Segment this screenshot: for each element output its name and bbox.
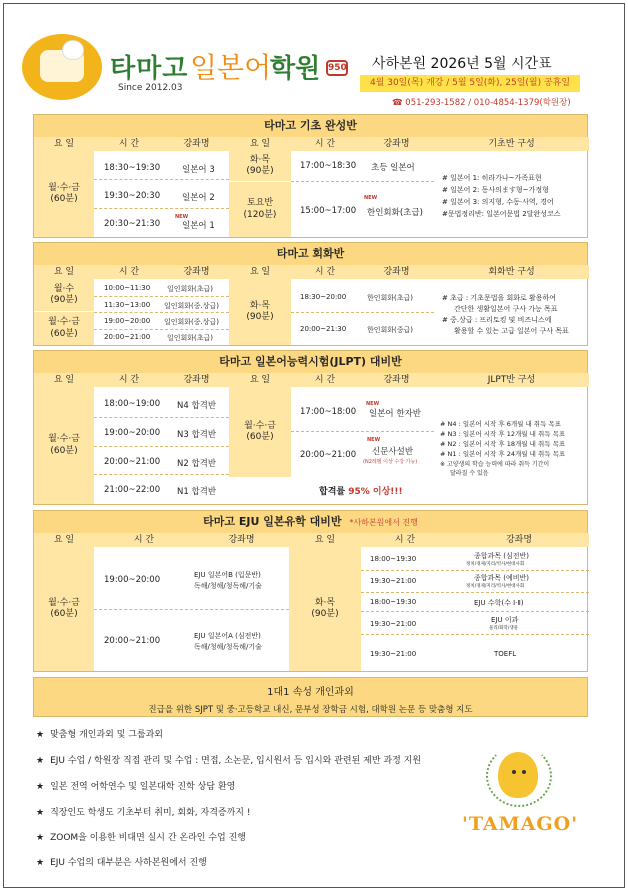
- header-desc: JLPT반 구성: [434, 373, 589, 387]
- since-label: Since 2012.03: [118, 83, 183, 93]
- course-note: (N2레벨 이상 수강 가능): [363, 459, 418, 465]
- header-time: 시 간: [94, 137, 164, 151]
- holiday-banner: 4월 30일(목) 개강 / 5월 5일(화), 25일(월) 공휴일: [360, 75, 580, 92]
- time-cell: 20:00~21:00: [104, 636, 161, 646]
- bullet-item: [36, 727, 163, 740]
- section-note: *사하본원에서 진행: [349, 518, 418, 527]
- day-cell: [229, 387, 291, 477]
- course-cell: N2 합격반: [177, 459, 217, 469]
- time-cell: 18:00~19:30: [370, 555, 417, 563]
- private-lesson-banner: [33, 677, 588, 717]
- star-icon: ★: [36, 808, 45, 818]
- course-cell: EJU 수학(수 Ⅰ·Ⅱ): [474, 599, 524, 607]
- course-cell: 일본어 한자반: [369, 409, 421, 419]
- bullet-text: 직장인도 학생도 기초부터 취미, 회화, 자격증까지 !: [50, 808, 251, 818]
- day-label: 화·목 (90분): [311, 597, 339, 619]
- day-cell: [229, 182, 291, 237]
- star-icon: ★: [36, 858, 45, 868]
- bullet-text: EJU 수업의 대부분은 사하본원에서 진행: [50, 858, 207, 868]
- course-cell: 한인회화(초급): [367, 294, 414, 302]
- header-day: 요 일: [34, 265, 94, 279]
- private-title: 1대1 속성 개인과외: [267, 687, 354, 698]
- time-cell: 20:00~21:00: [300, 450, 357, 460]
- course-sub: 물리/화학/생물: [489, 626, 519, 631]
- phone-info: ☎ 051-293-1582 / 010-4854-1379(학원장): [392, 98, 571, 108]
- pass-value: 95% 이상!!!: [348, 487, 403, 497]
- course-cell: 종합과목 (심전반): [474, 552, 530, 560]
- row-divider: [94, 179, 229, 180]
- desc-line: # 일본어 3: 의지형, 수동·사역, 경어: [442, 198, 554, 206]
- desc-line: # 일본어 2: 동사의ます형~가정형: [442, 186, 549, 194]
- row-divider: [94, 446, 229, 447]
- course-cell: 일본어 3: [182, 165, 215, 175]
- header-course2: 강좌명: [359, 373, 434, 387]
- course-sub: 독해/청해/청독해/기술: [194, 582, 262, 590]
- section-title: 타마고 기초 완성반: [34, 115, 587, 137]
- course-cell: 신문사설반: [372, 447, 414, 457]
- desc-line: # N3 : 일본어 시작 후 12개월 내 취득 목표: [440, 430, 566, 438]
- course-sub: 정치/경제/지리/역사/현대사회: [466, 584, 525, 589]
- header-time2: 시 간: [291, 265, 359, 279]
- section-title: 타마고 회화반: [34, 243, 587, 265]
- time-cell: 15:00~17:00: [300, 206, 357, 216]
- chick-eye: [522, 770, 526, 774]
- desc-line: 달라질 수 있음: [450, 470, 489, 477]
- row-divider: [361, 634, 589, 635]
- bullet-item: [36, 753, 421, 766]
- desc-line: 간단한 생활일본어 구사 가능 목표: [454, 305, 558, 313]
- basic-section: [33, 114, 588, 238]
- new-badge: NEW: [366, 401, 380, 407]
- course-sub: 독해/청해/청독해/기술: [194, 643, 262, 651]
- time-cell: 18:30~19:30: [104, 163, 161, 173]
- row-divider: [94, 474, 229, 475]
- bullet-item: [36, 779, 235, 792]
- course-cell: EJU 이과: [491, 616, 519, 624]
- brand-japanese: 일본어: [190, 51, 272, 84]
- header-day: 요 일: [34, 373, 94, 387]
- bullet-text: ZOOM을 이용한 비대면 실시 간 온라인 수업 진행: [50, 833, 247, 843]
- header-time2: 시 간: [361, 533, 449, 547]
- brand-academy: 학원: [270, 54, 321, 84]
- course-cell: N3 합격반: [177, 430, 217, 440]
- star-icon: ★: [36, 833, 45, 843]
- day-label: 월·수·금 (60분): [48, 434, 80, 456]
- day-label: 화·목 (90분): [246, 300, 274, 322]
- day-cell: [34, 151, 94, 237]
- row-divider: [291, 431, 434, 432]
- day-cell: [34, 312, 94, 345]
- header-time: 시 간: [94, 373, 164, 387]
- header-day2: 요 일: [229, 265, 291, 279]
- private-desc: 진급을 위한 SJPT 및 중·고등학교 내신, 문부성 장학금 시험, 대학원 논문 등 맞춤형 지도: [148, 705, 473, 715]
- brand-name: [110, 48, 188, 85]
- header-course2: 강좌명: [359, 265, 434, 279]
- header-desc: 회화반 구성: [434, 265, 589, 279]
- desc-line: #문법정리반: 일본어문법 2달완성코스: [442, 210, 561, 218]
- section-title: [34, 511, 587, 533]
- day-label: 월·수 (90분): [50, 283, 78, 305]
- time-cell: 19:30~21:00: [370, 577, 417, 585]
- desc-line: # N1 : 일본어 시작 후 24개월 내 취득 목표: [440, 450, 566, 458]
- bullet-item: [36, 830, 246, 843]
- time-cell: 19:00~20:00: [104, 428, 161, 438]
- pass-rate: [319, 484, 403, 497]
- time-cell: 19:00~20:00: [104, 317, 151, 325]
- day-cell: [34, 547, 94, 671]
- time-cell: 18:30~20:00: [300, 293, 347, 301]
- course-cell: 일본어 2: [182, 193, 215, 203]
- desc-line: 활용할 수 있는 고급 일본어 구사 목표: [454, 327, 569, 335]
- time-cell: 19:30~21:00: [370, 620, 417, 628]
- time-cell: 20:30~21:30: [104, 219, 161, 229]
- new-badge: NEW: [364, 195, 378, 201]
- desc-line: # 중.상급 : 프리토킹 및 비즈니스에: [442, 316, 552, 324]
- time-cell: 20:00~21:00: [104, 333, 151, 341]
- course-cell: N4 합격반: [177, 401, 217, 411]
- desc-line: # N4 : 일본어 시작 후 6개월 내 취득 목표: [440, 420, 561, 428]
- day-cell: [34, 387, 94, 504]
- row-divider: [94, 208, 229, 209]
- header-course2: 강좌명: [449, 533, 589, 547]
- time-cell: 10:00~11:30: [104, 284, 151, 292]
- row-divider: [361, 570, 589, 571]
- day-label: 토요반 (120분): [243, 198, 277, 220]
- row-divider: [94, 417, 229, 418]
- header-time2: 시 간: [291, 137, 359, 151]
- header-course2: 강좌명: [359, 137, 434, 151]
- header-time: 시 간: [94, 265, 164, 279]
- time-cell: 17:00~18:00: [300, 407, 357, 417]
- new-badge: NEW: [175, 214, 189, 220]
- time-cell: 19:00~20:00: [104, 575, 161, 585]
- time-cell: 19:30~21:00: [370, 650, 417, 658]
- day-label: 월·수·금 (60분): [48, 182, 80, 204]
- chick-eye: [512, 770, 516, 774]
- desc-line: # 초급 : 기초문법을 회화로 활용하여: [442, 294, 557, 302]
- course-cell: 일인회화(중.상급): [164, 302, 220, 310]
- section-title: 타마고 일본어능력시험(JLPT) 대비반: [34, 351, 587, 373]
- day-label: 화·목 (90분): [246, 154, 274, 176]
- row-divider: [361, 592, 589, 593]
- header-desc: 기초반 구성: [434, 137, 589, 151]
- time-cell: 20:00~21:30: [300, 325, 347, 333]
- course-cell: 한인회화(초급): [367, 208, 423, 218]
- day-label: 월·수·금 (60분): [244, 420, 276, 442]
- header-day2: 요 일: [289, 533, 361, 547]
- time-cell: 21:00~22:00: [104, 485, 161, 495]
- chick-mascot-icon: [498, 752, 538, 798]
- time-cell: 17:00~18:30: [300, 161, 357, 171]
- header-day2: 요 일: [229, 373, 291, 387]
- bullet-item: [36, 855, 207, 868]
- course-cell: 일본어 1: [182, 221, 215, 231]
- course-cell: EJU 일본어B (입문반): [194, 571, 261, 579]
- row-divider: [94, 609, 289, 610]
- desc-line: ※ 고양생의 학습 능력에 따라 취득 기간이: [440, 461, 550, 468]
- course-cell: 한인회화(중급): [367, 326, 414, 334]
- star-icon: ★: [36, 782, 45, 792]
- tamago-logo-text: 'TAMAGO': [462, 813, 579, 835]
- row-divider: [94, 329, 229, 330]
- bullet-item: [36, 805, 250, 818]
- header-day: 요 일: [34, 533, 94, 547]
- new-badge: NEW: [367, 437, 381, 443]
- jlpt-section: [33, 350, 588, 505]
- course-cell: 종합과목 (예비반): [474, 574, 530, 582]
- star-icon: ★: [36, 730, 45, 740]
- course-cell: 일인회화(초급): [167, 285, 214, 293]
- time-cell: 18:00~19:30: [370, 598, 417, 606]
- row-divider: [361, 611, 589, 612]
- desc-line: # N2 : 일본어 시작 후 18개월 내 취득 목표: [440, 440, 566, 448]
- row-divider: [94, 296, 229, 297]
- page-title: 사하본원 2026년 5월 시간표: [372, 56, 552, 72]
- eju-section: [33, 510, 588, 672]
- bullet-text: 맞춤형 개인과외 및 그룹과외: [50, 730, 163, 740]
- time-cell: 18:00~19:00: [104, 399, 161, 409]
- header-course: 강좌명: [164, 373, 229, 387]
- header-day: 요 일: [34, 137, 94, 151]
- conversation-section: [33, 242, 588, 346]
- course-cell: 초등 일본어: [371, 163, 415, 173]
- course-cell: 일인회화(초급): [167, 334, 214, 342]
- header-course: 강좌명: [164, 265, 229, 279]
- day-label: 월·수·금 (60분): [48, 597, 80, 619]
- star-icon: ★: [36, 756, 45, 766]
- bullet-text: 일본 전역 어학연수 및 일본대학 진학 상담 환영: [50, 782, 236, 792]
- pass-label: 합격률: [319, 487, 349, 497]
- desc-line: # 일본어 1: 히라가나~가족표현: [442, 174, 542, 182]
- day-cell: [229, 279, 291, 345]
- header-time2: 시 간: [291, 373, 359, 387]
- course-sub: 정치/경제/지리/역사/현대사회: [466, 562, 525, 567]
- time-cell: 11:30~13:00: [104, 301, 151, 309]
- bullet-text: EJU 수업 / 학원장 직접 관리 및 수업 : 면접, 소논문, 입시원서 등 입시와 관련된 제반 과정 지원: [50, 756, 422, 766]
- time-cell: 19:30~20:30: [104, 191, 161, 201]
- header-day2: 요 일: [229, 137, 291, 151]
- header-course: 강좌명: [194, 533, 289, 547]
- row-divider: [291, 181, 434, 182]
- course-cell: TOEFL: [494, 650, 517, 658]
- row-divider: [291, 312, 434, 313]
- course-cell: N1 합격반: [177, 487, 217, 497]
- brand-badge: 950: [326, 60, 348, 76]
- time-cell: 20:00~21:00: [104, 457, 161, 467]
- day-label: 월·수·금 (60분): [48, 317, 80, 339]
- egg-icon: [62, 40, 84, 60]
- day-cell: [229, 151, 291, 181]
- brand-part1: 타마고: [110, 54, 189, 84]
- course-cell: 일인회화(중.상급): [164, 318, 220, 326]
- header-course: 강좌명: [164, 137, 229, 151]
- course-cell: EJU 일본어A (심전반): [194, 632, 261, 640]
- section-title-text: 타마고 EJU 일본유학 대비반: [203, 515, 342, 528]
- day-cell: [289, 547, 361, 671]
- row-divider: [94, 312, 229, 313]
- header-time: 시 간: [94, 533, 194, 547]
- day-cell: [34, 279, 94, 311]
